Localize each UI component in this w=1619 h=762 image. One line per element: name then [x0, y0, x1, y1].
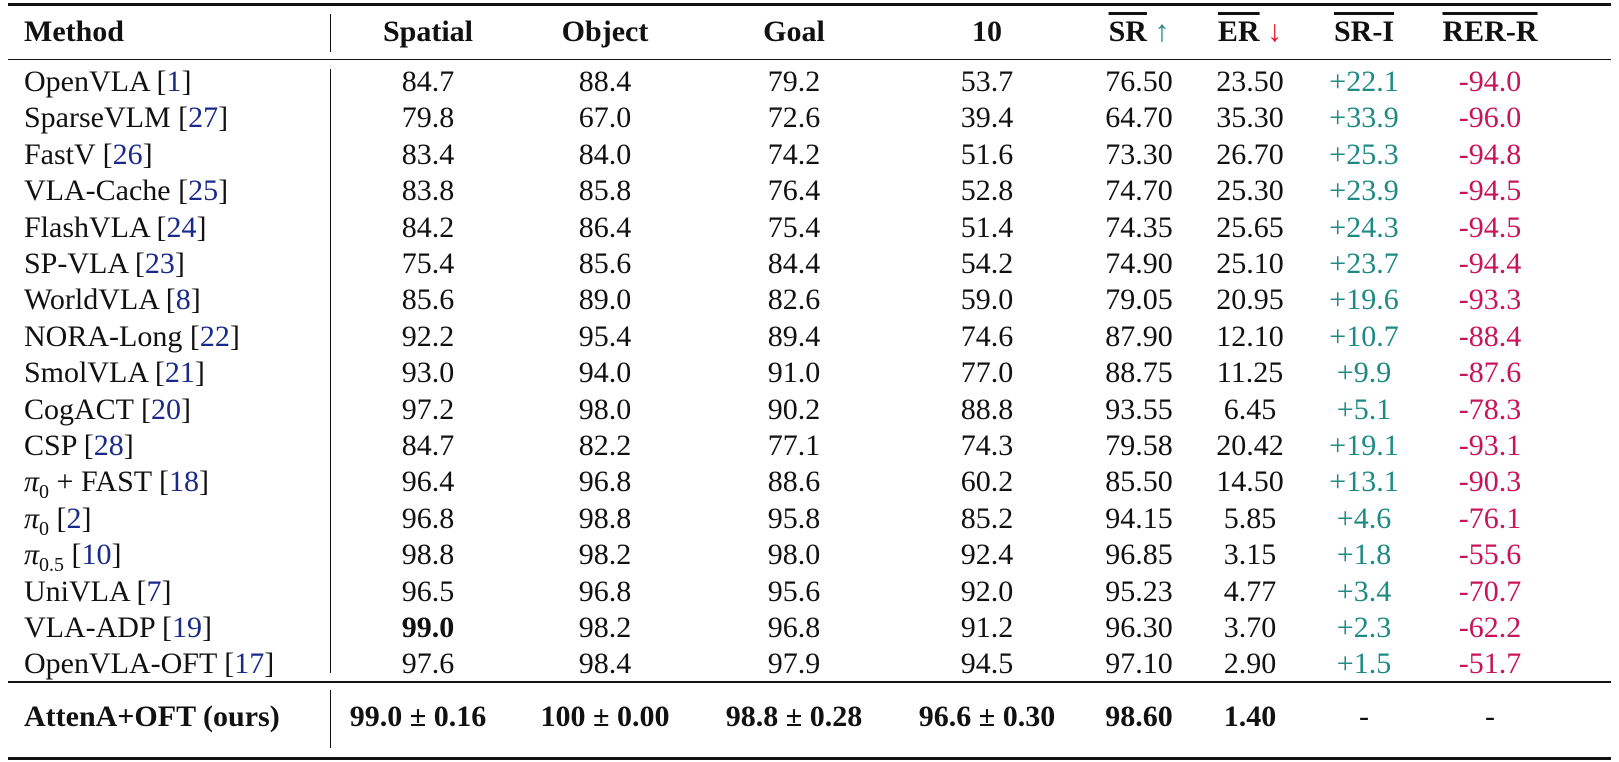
cell-er: 20.42: [1216, 429, 1284, 462]
table-header: [0, 12, 1619, 52]
table-row: [0, 212, 1619, 244]
cell-goal: 89.4: [767, 319, 821, 353]
header-ten: 10: [972, 15, 1002, 48]
cell-rerr: -96.0: [1458, 101, 1522, 135]
header-spatial: Spatial: [382, 15, 474, 48]
cell-goal: 76.4: [767, 174, 821, 208]
cell-object: 85.6: [578, 247, 632, 280]
cell-goal: 79.2: [767, 65, 821, 98]
cell-object: 86.4: [578, 210, 632, 244]
cell-er: 3.15: [1223, 538, 1277, 572]
cell-sri: +19.6: [1329, 283, 1399, 317]
cell-sri: +10.7: [1329, 319, 1399, 353]
cell-goal: 74.2: [767, 137, 821, 171]
citation-link[interactable]: 18: [169, 465, 200, 499]
method-label: WorldVLA: [24, 283, 159, 317]
cell-sri: +23.7: [1329, 247, 1399, 280]
cell-goal: 95.8: [767, 501, 821, 535]
cell-er: 14.50: [1216, 465, 1284, 499]
cell-sr: 76.50: [1105, 65, 1173, 98]
cell-rerr: -94.0: [1458, 65, 1522, 98]
cell-goal: 75.4: [767, 210, 821, 244]
header-rule: [8, 59, 1611, 60]
cell-rerr: -78.3: [1458, 392, 1522, 426]
cell-object: 88.4: [578, 65, 632, 98]
method-label: VLA-ADP: [24, 611, 155, 644]
method-label: SP-VLA: [24, 247, 128, 280]
cell-ten: 77.0: [960, 356, 1014, 390]
cell-spatial: 96.4: [401, 465, 455, 499]
cell-object: 82.2: [578, 429, 632, 462]
cell-er: 11.25: [1216, 356, 1284, 390]
cell-object: 95.4: [578, 319, 632, 353]
cell-rerr: -62.2: [1458, 611, 1522, 644]
method-name: FastV [26]: [24, 137, 153, 171]
ours-ten: 96.6 ± 0.30: [918, 700, 1056, 733]
cell-goal: 90.2: [767, 392, 821, 426]
cell-sr: 95.23: [1105, 574, 1173, 608]
cell-rerr: -90.3: [1458, 465, 1522, 499]
citation-link[interactable]: 21: [164, 356, 195, 390]
citation-link[interactable]: 1: [166, 65, 182, 98]
header-sr-label: $\overline{SR}$: [1108, 15, 1147, 48]
cell-er: 6.45: [1223, 392, 1277, 426]
cell-er: 5.85: [1223, 501, 1277, 535]
up-arrow-icon: ↑: [1154, 15, 1170, 48]
citation-link[interactable]: 19: [172, 611, 203, 644]
cell-ten: 60.2: [960, 465, 1014, 499]
ours-spatial: 99.0 ± 0.16: [349, 700, 487, 733]
header-goal: Goal: [763, 15, 825, 48]
cell-sri: +33.9: [1329, 101, 1399, 135]
method-label: FastV: [24, 137, 96, 171]
table-row: [0, 538, 1619, 577]
cell-goal: 82.6: [767, 283, 821, 317]
cell-sri: +25.3: [1329, 137, 1399, 171]
method-subscript: 0: [39, 517, 50, 540]
cell-sr: 79.05: [1105, 283, 1173, 317]
table-row: [0, 648, 1619, 680]
cell-sr: 96.85: [1105, 538, 1173, 572]
cell-sr: 74.90: [1105, 247, 1173, 280]
cell-sr: 97.10: [1105, 647, 1173, 681]
citation-link[interactable]: 27: [188, 101, 219, 135]
cell-rerr: -70.7: [1458, 574, 1522, 608]
cell-sr: 88.75: [1105, 356, 1173, 390]
table-row: [0, 576, 1619, 608]
cell-rerr: -94.4: [1458, 247, 1522, 280]
ours-object: 100 ± 0.00: [540, 700, 670, 733]
header-sr: [1109, 12, 1170, 52]
cell-sri: +19.1: [1329, 429, 1399, 462]
cell-spatial: 84.7: [401, 429, 455, 462]
cell-object: 98.0: [578, 392, 632, 426]
method-label: VLA-Cache: [24, 174, 171, 208]
cell-spatial: 83.4: [401, 137, 455, 171]
method-name: SmolVLA [21]: [24, 356, 205, 390]
cell-er: 3.70: [1223, 611, 1277, 644]
cell-er: 23.50: [1216, 65, 1284, 98]
cell-sr: 94.15: [1105, 501, 1173, 535]
cell-ten: 74.6: [960, 319, 1014, 353]
method-name: $\pi_0$ + FAST [18]: [24, 465, 210, 504]
cell-rerr: -76.1: [1458, 501, 1522, 535]
cell-rerr: -87.6: [1458, 356, 1522, 390]
cell-spatial: 98.8: [401, 538, 455, 572]
method-label: CogACT: [24, 392, 134, 426]
header-object: Object: [561, 15, 649, 48]
cell-goal: 98.0: [767, 538, 821, 572]
cell-rerr: -55.6: [1458, 538, 1522, 572]
cell-rerr: -94.5: [1458, 174, 1522, 208]
cell-spatial: 97.2: [401, 392, 455, 426]
cell-sri: +5.1: [1336, 392, 1392, 426]
ours-er: 1.40: [1223, 700, 1277, 733]
citation-link[interactable]: 8: [175, 283, 191, 317]
cell-ten: 51.4: [960, 210, 1014, 244]
citation-link[interactable]: 24: [166, 210, 197, 244]
cell-sr: 87.90: [1105, 319, 1173, 353]
cell-ten: 92.0: [960, 574, 1014, 608]
cell-ten: 88.8: [960, 392, 1014, 426]
method-label: π: [24, 465, 40, 499]
method-name: CogACT [20]: [24, 392, 191, 426]
cell-goal: 88.6: [767, 465, 821, 499]
method-name: SP-VLA [23]: [24, 247, 185, 280]
cell-sr: 79.58: [1105, 429, 1173, 462]
method-label: UniVLA: [24, 574, 129, 608]
cell-spatial: 99.0: [401, 611, 455, 644]
cell-sri: +2.3: [1336, 611, 1392, 644]
cell-spatial: 85.6: [401, 283, 455, 317]
cell-object: 85.8: [578, 174, 632, 208]
cell-er: 35.30: [1216, 101, 1284, 135]
cell-spatial: 96.5: [401, 574, 455, 608]
citation-link[interactable]: 2: [66, 501, 82, 535]
cell-object: 94.0: [578, 356, 632, 390]
method-label: OpenVLA-OFT: [24, 647, 217, 681]
cell-sri: +1.5: [1336, 647, 1392, 681]
cell-rerr: -51.7: [1458, 647, 1522, 681]
table-row: [0, 430, 1619, 462]
citation-link[interactable]: 20: [150, 392, 181, 426]
cell-ten: 59.0: [960, 283, 1014, 317]
ours-goal: 98.8 ± 0.28: [725, 700, 863, 733]
cell-object: 96.8: [578, 465, 632, 499]
cell-object: 98.8: [578, 501, 632, 535]
citation-link[interactable]: 25: [188, 174, 219, 208]
method-name: UniVLA [7]: [24, 574, 172, 608]
cell-ten: 92.4: [960, 538, 1014, 572]
method-label: FlashVLA: [24, 210, 150, 244]
method-name: CSP [28]: [24, 429, 134, 462]
method-label: π: [24, 501, 40, 535]
table-row: [0, 501, 1619, 540]
table-row: [0, 248, 1619, 280]
cell-er: 25.65: [1216, 210, 1284, 244]
cell-object: 96.8: [578, 574, 632, 608]
table-row: [0, 139, 1619, 171]
method-name: $\pi_0$ [2]: [24, 501, 92, 540]
cell-sri: +3.4: [1336, 574, 1392, 608]
header-er: [1218, 12, 1282, 52]
cell-spatial: 84.7: [401, 65, 455, 98]
cell-object: 89.0: [578, 283, 632, 317]
cell-goal: 97.9: [767, 647, 821, 681]
method-name: FlashVLA [24]: [24, 210, 207, 244]
cell-sri: +24.3: [1329, 210, 1399, 244]
method-name: SparseVLM [27]: [24, 101, 229, 135]
cell-sr: 64.70: [1105, 101, 1173, 135]
cell-ten: 74.3: [960, 429, 1014, 462]
cell-goal: 91.0: [767, 356, 821, 390]
cell-object: 67.0: [578, 101, 632, 135]
table-row: [0, 66, 1619, 98]
method-label: OpenVLA: [24, 65, 149, 98]
cell-ten: 52.8: [960, 174, 1014, 208]
cell-sri: +1.8: [1336, 538, 1392, 572]
cell-ten: 39.4: [960, 101, 1014, 135]
header-sri: SR-I: [1333, 15, 1395, 48]
ours-sr: 98.60: [1105, 700, 1173, 733]
method-name: WorldVLA [8]: [24, 283, 201, 317]
citation-link[interactable]: 17: [234, 647, 265, 681]
cell-sri: +22.1: [1329, 65, 1399, 98]
bottom-rule: [8, 757, 1611, 760]
cell-ten: 54.2: [960, 247, 1014, 280]
method-subscript: 0: [39, 481, 50, 504]
method-subscript: 0.5: [39, 554, 65, 577]
header-er-label: $\overline{ER}$: [1217, 15, 1260, 48]
table-row: [0, 394, 1619, 426]
table-row-ours: [0, 697, 1619, 737]
table-row: [0, 284, 1619, 316]
cell-sr: 96.30: [1105, 611, 1173, 644]
down-arrow-icon: ↓: [1267, 15, 1283, 48]
citation-link[interactable]: 22: [199, 319, 230, 353]
cell-ten: 85.2: [960, 501, 1014, 535]
citation-link[interactable]: 7: [146, 574, 162, 608]
ours-rerr: -: [1485, 700, 1495, 733]
table-row: [0, 175, 1619, 207]
cell-sr: 74.70: [1105, 174, 1173, 208]
top-rule: [8, 3, 1611, 6]
cell-er: 25.30: [1216, 174, 1284, 208]
method-name: $\pi_{0.5}$ [10]: [24, 538, 122, 577]
cell-sr: 93.55: [1105, 392, 1173, 426]
ours-method: AttenA+OFT (ours): [24, 700, 280, 733]
cell-rerr: -94.8: [1458, 137, 1522, 171]
cell-spatial: 75.4: [401, 247, 455, 280]
cell-goal: 77.1: [767, 429, 821, 462]
cell-ten: 91.2: [960, 611, 1014, 644]
method-label: π: [24, 538, 40, 572]
cell-spatial: 93.0: [401, 356, 455, 390]
cell-sr: 73.30: [1105, 137, 1173, 171]
method-label: NORA-Long: [24, 319, 183, 353]
cell-goal: 96.8: [767, 611, 821, 644]
cell-spatial: 79.8: [401, 101, 455, 135]
ours-sri: -: [1359, 700, 1369, 733]
table-row: [0, 612, 1619, 644]
cell-ten: 51.6: [960, 137, 1014, 171]
cell-sr: 74.35: [1105, 210, 1173, 244]
cell-spatial: 84.2: [401, 210, 455, 244]
method-label: SmolVLA: [24, 356, 148, 390]
method-label: SparseVLM: [24, 101, 171, 135]
cell-goal: 95.6: [767, 574, 821, 608]
citation-link[interactable]: 28: [93, 429, 124, 462]
cell-object: 98.4: [578, 647, 632, 681]
cell-spatial: 92.2: [401, 319, 455, 353]
cell-object: 98.2: [578, 611, 632, 644]
summary-rule: [8, 681, 1611, 683]
cell-spatial: 83.8: [401, 174, 455, 208]
cell-rerr: -88.4: [1458, 319, 1522, 353]
table-row: [0, 102, 1619, 134]
cell-ten: 53.7: [960, 65, 1014, 98]
method-name: OpenVLA [1]: [24, 65, 192, 98]
cell-sri: +23.9: [1329, 174, 1399, 208]
citation-link[interactable]: 10: [81, 538, 112, 572]
cell-ten: 94.5: [960, 647, 1014, 681]
cell-object: 84.0: [578, 137, 632, 171]
cell-er: 25.10: [1216, 247, 1284, 280]
table-row: [0, 357, 1619, 389]
cell-er: 2.90: [1223, 647, 1277, 681]
cell-rerr: -93.1: [1458, 429, 1522, 462]
cell-sri: +9.9: [1336, 356, 1392, 390]
cell-spatial: 96.8: [401, 501, 455, 535]
method-name: VLA-Cache [25]: [24, 174, 229, 208]
method-name: VLA-ADP [19]: [24, 611, 213, 644]
method-name: OpenVLA-OFT [17]: [24, 647, 275, 681]
cell-rerr: -93.3: [1458, 283, 1522, 317]
cell-sr: 85.50: [1105, 465, 1173, 499]
cell-goal: 84.4: [767, 247, 821, 280]
cell-er: 26.70: [1216, 137, 1284, 171]
cell-sri: +4.6: [1336, 501, 1392, 535]
method-label: CSP: [24, 429, 77, 462]
table-row: [0, 465, 1619, 504]
header-method: Method: [24, 15, 124, 48]
cell-er: 4.77: [1223, 574, 1277, 608]
table-row: [0, 321, 1619, 353]
header-rerr: RER-R: [1442, 15, 1538, 48]
method-suffix: + FAST: [49, 465, 152, 499]
citation-link[interactable]: 26: [112, 137, 143, 171]
cell-spatial: 97.6: [401, 647, 455, 681]
cell-rerr: -94.5: [1458, 210, 1522, 244]
citation-link[interactable]: 23: [144, 247, 175, 280]
cell-object: 98.2: [578, 538, 632, 572]
cell-er: 12.10: [1216, 319, 1284, 353]
method-name: NORA-Long [22]: [24, 319, 240, 353]
cell-sri: +13.1: [1329, 465, 1399, 499]
cell-er: 20.95: [1216, 283, 1284, 317]
cell-goal: 72.6: [767, 101, 821, 135]
